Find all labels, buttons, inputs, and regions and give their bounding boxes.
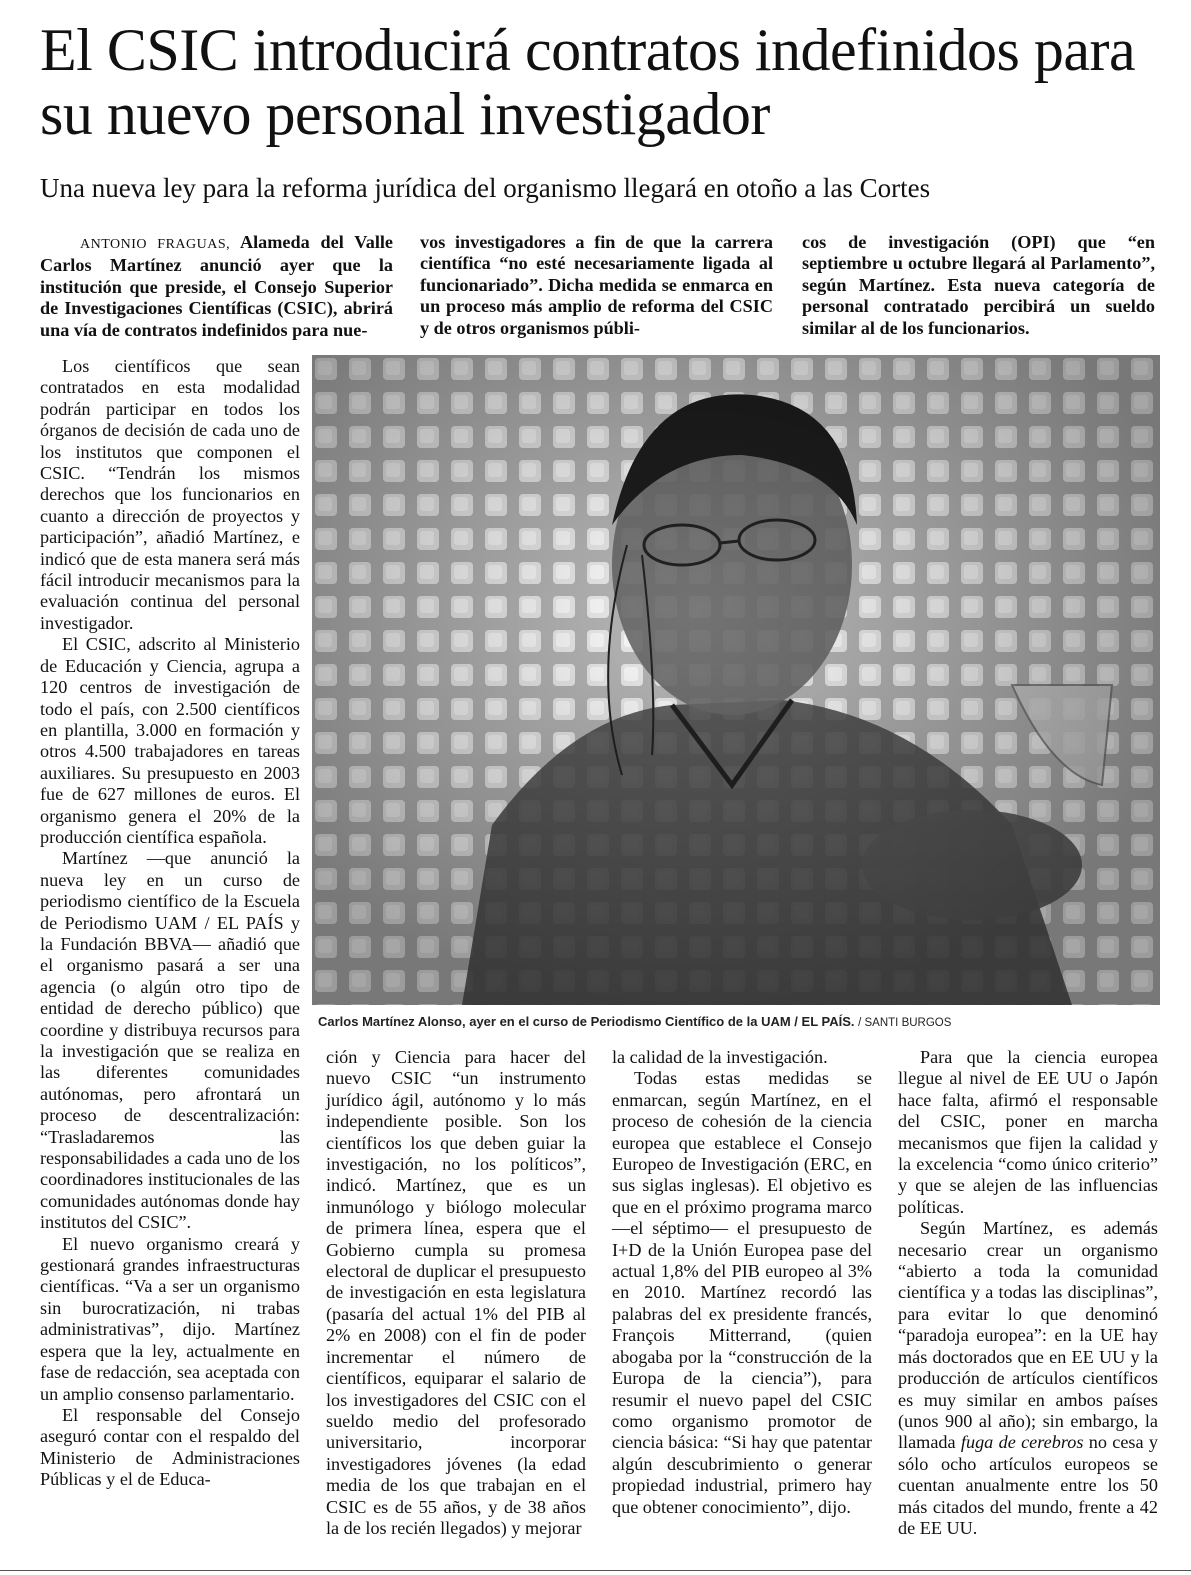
photo-credit: / SANTI BURGOS bbox=[858, 1017, 952, 1029]
lead-column-1 bbox=[40, 232, 393, 341]
paragraph: Martínez —que anunció la nueva ley en un curso de periodismo científico de la Escuela de Periodismo UAM / EL PAÍS y la Fundación BBVA— añadió que el organismo pasará a ser una agencia (o algún otro tipo de entidad de derecho público) que coordine y distribuya recursos para la investigación que se realiza en las diferentes comunidades autónomas, pero afrontará un proceso de descentralización: “Trasladaremos las responsabilidades a cada uno de los coordinadores institucionales de las comunidades autónomas donde hay institutos del CSIC”. bbox=[40, 848, 300, 1233]
photo-caption bbox=[318, 1014, 1158, 1029]
headline: El CSIC introducirá contratos indefinidos para su nuevo personal investigador bbox=[40, 17, 1136, 147]
body-column-1 bbox=[40, 356, 300, 1491]
lead-text-1: Alameda del Valle Carlos Martínez anunció ayer que la institución que preside, el Consejo Superior de Investigaciones Científicas (CSIC), abrirá una vía de contratos indefinidos para nue- bbox=[40, 232, 393, 340]
caption-text: Carlos Martínez Alonso, ayer en el curso de Periodismo Científico de la UAM / EL PAÍS. bbox=[318, 1014, 855, 1029]
paragraph: El nuevo organismo creará y gestionará grandes infraestructuras científicas. “Va a ser un organismo sin burocratización, ni trabas administrativas”, dijo. Martínez espera que la ley, actualmente en fase de redacción, sea aceptada con un amplio consenso parlamentario. bbox=[40, 1233, 300, 1404]
byline: ANTONIO FRAGUAS, bbox=[80, 237, 231, 252]
lead-text-3: cos de investigación (OPI) que “en septiembre u octubre llegará al Parlamento”, según Martínez. Esta nueva categoría de personal contratado percibirá un sueldo similar al de los funcionarios. bbox=[802, 232, 1155, 338]
paragraph: El responsable del Consejo aseguró contar con el respaldo del Ministerio de Administraciones Públicas y el de Educa- bbox=[40, 1404, 300, 1490]
lead-text-2: vos investigadores a fin de que la carrera científica “no esté necesariamente ligada al funcionariado”. Dicha medida se enmarca en un proceso más amplio de reforma del CSIC y de otros organismos públi- bbox=[420, 232, 773, 338]
body-column-2 bbox=[326, 1047, 586, 1539]
body-column-4 bbox=[898, 1047, 1158, 1539]
lead-column-2 bbox=[420, 232, 773, 339]
paragraph-text: no cesa y sólo ocho artículos europeos se cuentan anualmente entre los 50 más citados del mundo, frente a 42 de EE UU. bbox=[898, 1432, 1159, 1538]
paragraph: Para que la ciencia europea llegue al nivel de EE UU o Japón hace falta, afirmó el responsable del CSIC, poner en marcha mecanismos que fijen la calidad y la excelencia “como único criterio” y que se alejen de las influencias políticas. bbox=[898, 1047, 1158, 1217]
paragraph: Los científicos que sean contratados en esta modalidad podrán participar en todos los órganos de decisión de cada uno de los institutos que componen el CSIC. “Tendrán los mismos derechos que los funcionarios en cuanto a dirección de proyectos y participación”, añadió Martínez, e indicó que de esta manera será más fácil introducir mecanismos para la evaluación continua del personal investigador. bbox=[40, 356, 300, 633]
subheadline: Una nueva ley para la reforma jurídica del organismo llegará en otoño a las Cortes bbox=[40, 173, 931, 203]
body-column-3 bbox=[612, 1047, 872, 1518]
paragraph bbox=[898, 1218, 1158, 1539]
emphasis-text: fuga de cerebros bbox=[960, 1432, 1084, 1453]
paragraph: El CSIC, adscrito al Ministerio de Educación y Ciencia, agrupa a 120 centros de investigación de todo el país, con 2.500 científicos en plantilla, 3.000 en formación y otros 4.500 trabajadores en tareas auxiliares. Su presupuesto en 2003 fue de 627 millones de euros. El organismo genera el 20% de la producción científica española. bbox=[40, 634, 300, 847]
paragraph: Todas estas medidas se enmarcan, según Martínez, en el proceso de cohesión de la ciencia europea que establece el Consejo Europeo de Investigación (ERC, en sus siglas inglesas). El objetivo es que en el próximo programa marco —el séptimo— el presupuesto de I+D de la Unión Europea pase del actual 1,8% del PIB europeo al 3% en 2010. Martínez recordó las palabras del ex presidente francés, François Mitterrand, (quien abogaba por la “construcción de la Europa de la ciencia”), para resumir el nuevo papel del CSIC como organismo promotor de ciencia básica: “Si hay que patentar algún descubrimiento o generar propiedad industrial, primero hay que obtener conocimiento”, dijo. bbox=[612, 1068, 872, 1517]
article-photo bbox=[312, 355, 1160, 1005]
paragraph-text: Según Martínez, es además necesario crear un organismo “abierto a toda la comunidad científica y a todas las disciplinas”, para evitar lo que denominó “paradoja europea”: en la UE hay más doctorados que en EE UU y la producción de artículos científicos es muy similar en ambos países (unos 900 al año); sin embargo, la llamada bbox=[898, 1218, 1158, 1453]
lead-column-3 bbox=[802, 232, 1155, 339]
paragraph: ción y Ciencia para hacer del nuevo CSIC “un instrumento jurídico ágil, autónomo y lo más independiente posible. Son los científicos los que deben guiar la investigación, no los políticos”, indicó. Martínez, que es un inmunólogo y biólogo molecular de primera línea, espera que el Gobierno cumpla su promesa electoral de duplicar el presupuesto de investigación en esta legislatura (pasaría del actual 1% del PIB al 2% en 2008) con el fin de poder incrementar el número de científicos, equiparar el salario de los investigadores del CSIC con el sueldo medio del profesorado universitario, incorporar investigadores jóvenes (la edad media de los que trabajan en el CSIC es de 55 años, y de 38 años la de los recién llegados) y mejorar bbox=[326, 1047, 586, 1538]
paragraph: la calidad de la investigación. bbox=[612, 1047, 828, 1067]
portrait-photo-image bbox=[312, 355, 1160, 1005]
page-bottom-rule bbox=[0, 1570, 1191, 1571]
